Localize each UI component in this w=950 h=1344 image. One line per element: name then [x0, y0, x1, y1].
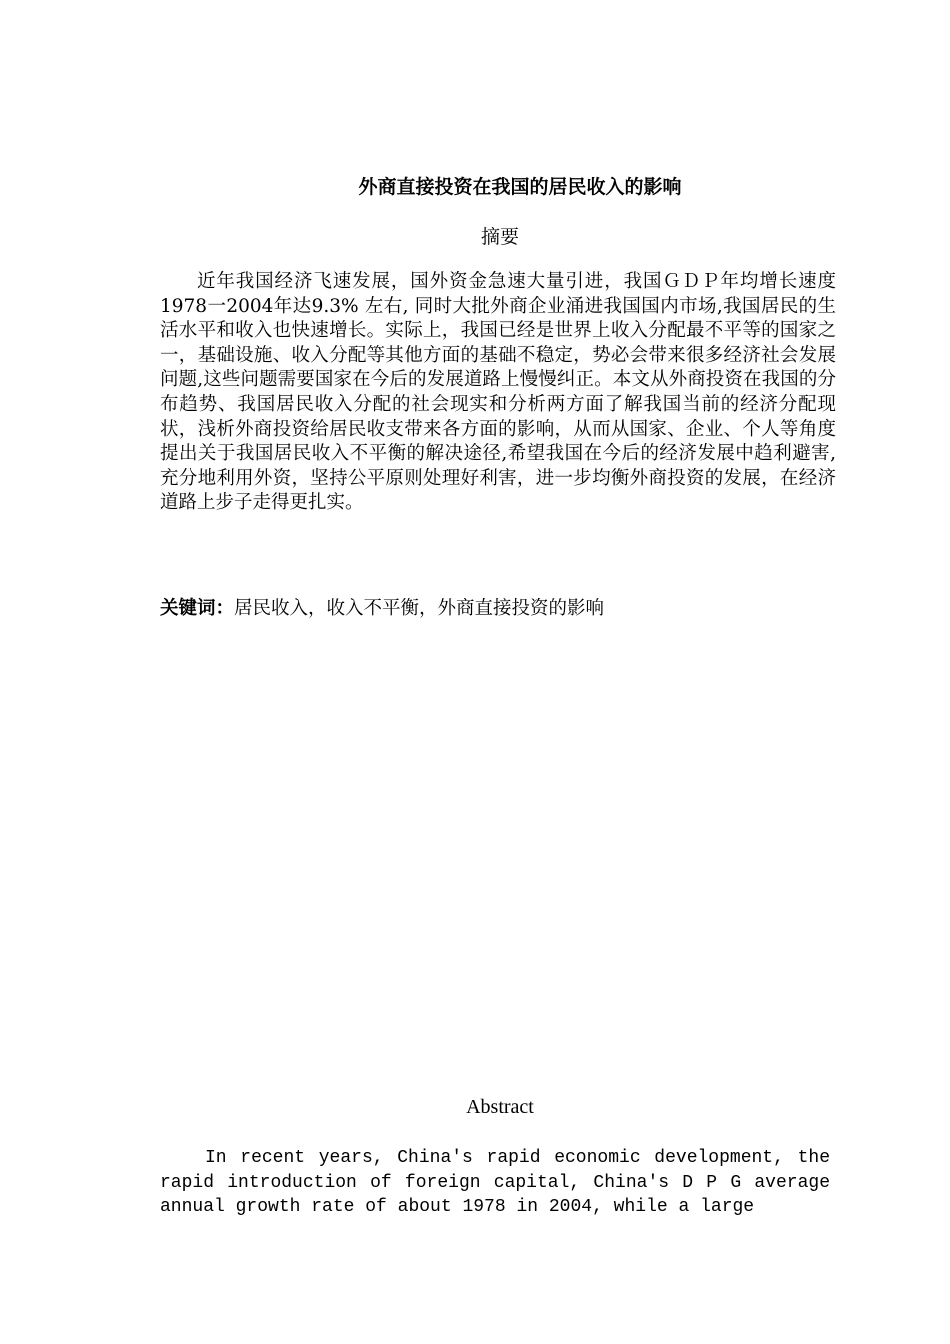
english-abstract-body: In recent years, China's rapid economic development, the rapid introduction of foreign capital, China's D P G average annual growth rate of about 1978 in 2004, while a large [160, 1148, 830, 1217]
keywords-text: 居民收入，收入不平衡，外商直接投资的影响 [234, 598, 605, 619]
english-abstract-heading: Abstract [466, 1096, 534, 1118]
abstract-heading: 摘要 [480, 226, 519, 248]
keywords-label: 关键词： [160, 598, 235, 619]
keywords-line [160, 596, 840, 622]
document-title: 外商直接投资在我国的居民收入的影响 [358, 176, 682, 198]
abstract-body: 近年我国经济飞速发展，国外资金急速大量引进，我国ＧＤＰ年均增长速度1978一2004年达9.3% 左右, 同时大批外商企业涌进我国国内市场,我国居民的生活水平和收入也快速增长。实际上，我国已经是世界上收入分配最不平等的国家之一，基础设施、收入分配等其他方面的基础不稳定，势必会带来很多经济社会发展问题,这些问题需要国家在今后的发展道路上慢慢纠正。本文从外商投资在我国的分布趋势、我国居民收入分配的社会现实和分析两方面了解我国当前的经济分配现状，浅析外商投资给居民收支带来各方面的影响，从而从国家、企业、个人等角度提出关于我国居民收入不平衡的解决途径,希望我国在今后的经济发展中趋利避害,充分地利用外资，坚持公平原则处理好利害，进一步均衡外商投资的发展，在经济道路上步子走得更扎实。 [160, 271, 836, 514]
